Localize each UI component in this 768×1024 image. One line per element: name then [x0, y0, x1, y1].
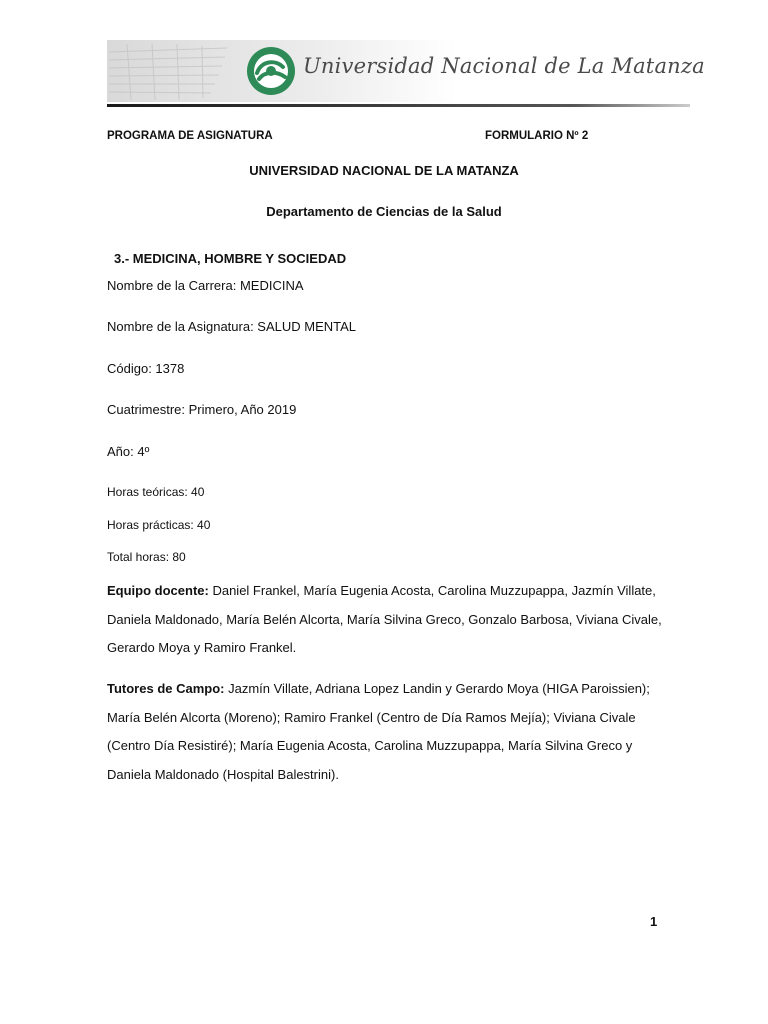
page-number: 1	[650, 914, 658, 929]
unlam-logo-icon	[245, 45, 297, 97]
form-number-label: FORMULARIO Nº 2	[485, 130, 589, 142]
teaching-team-paragraph	[107, 577, 667, 663]
department-title: Departamento de Ciencias de la Salud	[266, 204, 502, 219]
practice-hours-field: Horas prácticas: 40	[107, 518, 211, 532]
year-field: Año: 4º	[107, 444, 150, 459]
field-tutors-label: Tutores de Campo:	[107, 681, 225, 696]
subject-field: Nombre de la Asignatura: SALUD MENTAL	[107, 319, 357, 334]
code-field: Código: 1378	[107, 361, 185, 376]
field-tutors-paragraph	[107, 675, 667, 789]
section-heading: 3.- MEDICINA, HOMBRE Y SOCIEDAD	[114, 251, 347, 266]
teaching-team-label: Equipo docente:	[107, 583, 209, 598]
institution-name: Universidad Nacional de La Matanza	[303, 54, 705, 78]
header-banner	[107, 40, 705, 112]
total-hours-field: Total horas: 80	[107, 550, 186, 564]
banner-divider	[107, 104, 690, 108]
field-tutors-text: Jazmín Villate, Adriana Lopez Landin y Gerardo Moya (HIGA Paroissien); María Belén Alcorta (Moreno); Ramiro Frankel (Centro de Día Ramos Mejía); Viviana Civale (Centro Día Resistiré); María Eugenia Acosta, Carolina Muzzupappa, María Silvina Greco y Daniela Maldonado (Hospital Balestrini).	[107, 681, 650, 782]
program-label: PROGRAMA DE ASIGNATURA	[107, 130, 273, 142]
teaching-team-text: Daniel Frankel, María Eugenia Acosta, Carolina Muzzupappa, Jazmín Villate, Daniela Maldonado, María Belén Alcorta, María Silvina Greco, Gonzalo Barbosa, Viviana Civale, Gerardo Moya y Ramiro Frankel.	[107, 583, 662, 655]
term-field: Cuatrimestre: Primero, Año 2019	[107, 402, 297, 417]
university-title: UNIVERSIDAD NACIONAL DE LA MATANZA	[249, 163, 519, 178]
career-field: Nombre de la Carrera: MEDICINA	[107, 278, 304, 293]
theory-hours-field: Horas teóricas: 40	[107, 485, 205, 499]
